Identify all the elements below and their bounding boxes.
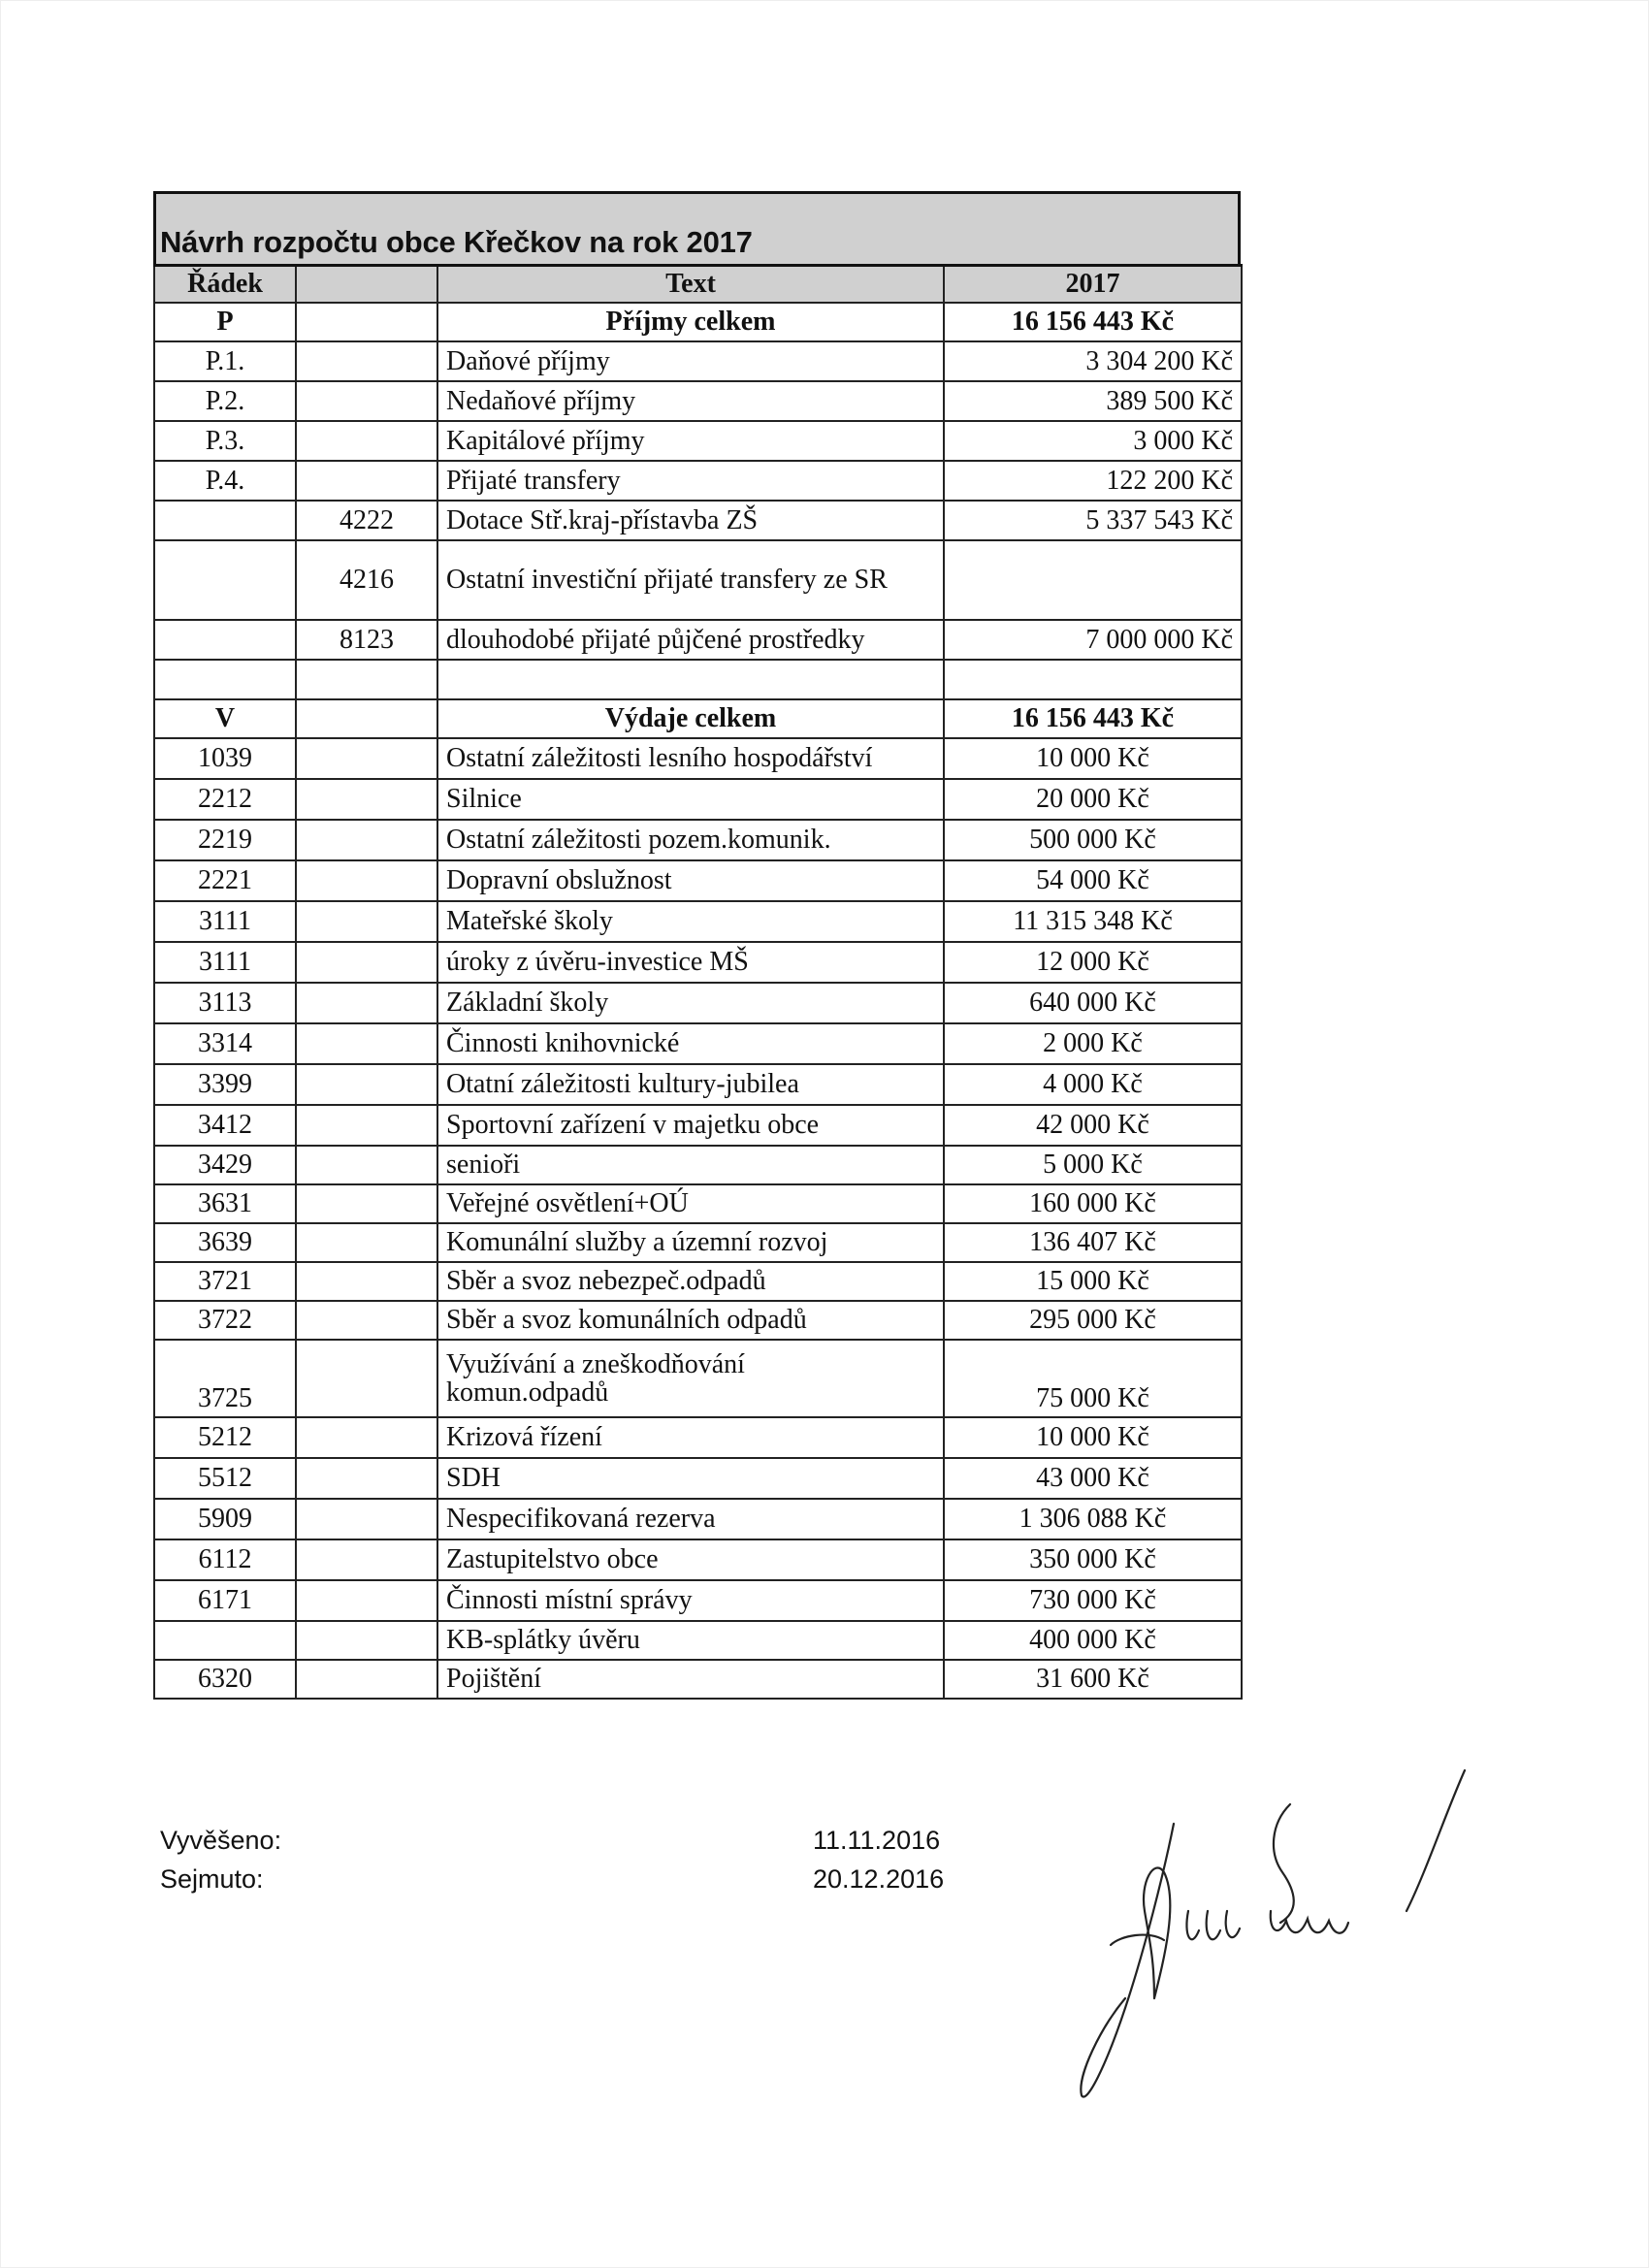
removed-date: 20.12.2016	[813, 1864, 945, 1894]
table-row: 6171 Činnosti místní správy 730 000 Kč	[154, 1580, 1242, 1621]
table-row: 3429 senioři 5 000 Kč	[154, 1146, 1242, 1184]
table-row: 3314 Činnosti knihovnické 2 000 Kč	[154, 1023, 1242, 1064]
table-row: P.3. Kapitálové příjmy 3 000 Kč	[154, 421, 1242, 461]
table-row: 3111 úroky z úvěru-investice MŠ 12 000 Kč	[154, 942, 1242, 983]
signature-image	[1009, 1766, 1474, 2134]
header-row	[154, 266, 1242, 304]
table-row: 1039 Ostatní záležitosti lesního hospodářství 10 000 Kč	[154, 738, 1242, 779]
removed-label: Sejmuto:	[160, 1864, 264, 1894]
spacer-row	[154, 660, 1242, 699]
header-year: 2017	[944, 266, 1242, 304]
table-row: 6112 Zastupitelstvo obce 350 000 Kč	[154, 1539, 1242, 1580]
table-row: 3725 Využívání a zneškodňování komun.odpadů 75 000 Kč	[154, 1340, 1242, 1417]
expenses-total-label: Výdaje celkem	[437, 699, 944, 738]
expenses-total-row	[154, 699, 1242, 738]
table-row: 3399 Otatní záležitosti kultury-jubilea 4 000 Kč	[154, 1064, 1242, 1105]
income-total-label: Příjmy celkem	[437, 303, 944, 341]
table-row: 3722 Sběr a svoz komunálních odpadů 295 000 Kč	[154, 1301, 1242, 1340]
expenses-total-code: V	[154, 699, 296, 738]
posted-date: 11.11.2016	[813, 1826, 941, 1855]
table-row: 3721 Sběr a svoz nebezpeč.odpadů 15 000 Kč	[154, 1262, 1242, 1301]
table-row: P.4. Přijaté transfery 122 200 Kč	[154, 461, 1242, 501]
header-radek: Řádek	[154, 266, 296, 304]
budget-table	[153, 191, 1241, 1700]
income-total-amount: 16 156 443 Kč	[944, 303, 1242, 341]
income-total-row	[154, 303, 1242, 341]
budget-grid	[153, 264, 1243, 1700]
table-row: 5512 SDH 43 000 Kč	[154, 1458, 1242, 1499]
table-row: 8123 dlouhodobé přijaté půjčené prostředky 7 000 000 Kč	[154, 620, 1242, 660]
two-line-label: Využívání a zneškodňování komun.odpadů	[437, 1340, 944, 1417]
table-row: 2221 Dopravní obslužnost 54 000 Kč	[154, 860, 1242, 901]
table-row: 3412 Sportovní zařízení v majetku obce 42 000 Kč	[154, 1105, 1242, 1146]
table-row: 2219 Ostatní záležitosti pozem.komunik. 500 000 Kč	[154, 820, 1242, 860]
table-row: 3639 Komunální služby a územní rozvoj 136 407 Kč	[154, 1223, 1242, 1262]
table-row: 3113 Základní školy 640 000 Kč	[154, 983, 1242, 1023]
table-row: 4222 Dotace Stř.kraj-přístavba ZŠ 5 337 543 Kč	[154, 501, 1242, 540]
table-row: 6320 Pojištění 31 600 Kč	[154, 1660, 1242, 1699]
title-band	[153, 191, 1241, 264]
posted-label: Vyvěšeno:	[160, 1826, 282, 1855]
table-row: 5909 Nespecifikovaná rezerva 1 306 088 Kč	[154, 1499, 1242, 1539]
table-row: 2212 Silnice 20 000 Kč	[154, 779, 1242, 820]
income-total-code: P	[154, 303, 296, 341]
table-row: P.1. Daňové příjmy 3 304 200 Kč	[154, 341, 1242, 381]
table-row: 3111 Mateřské školy 11 315 348 Kč	[154, 901, 1242, 942]
table-row: 5212 Krizová řízení 10 000 Kč	[154, 1417, 1242, 1458]
document-title: Návrh rozpočtu obce Křečkov na rok 2017	[160, 225, 753, 259]
header-empty	[296, 266, 437, 304]
header-text: Text	[437, 266, 944, 304]
table-row: KB-splátky úvěru 400 000 Kč	[154, 1621, 1242, 1660]
table-row: P.2. Nedaňové příjmy 389 500 Kč	[154, 381, 1242, 421]
expenses-total-amount: 16 156 443 Kč	[944, 699, 1242, 738]
table-row: 3631 Veřejné osvětlení+OÚ 160 000 Kč	[154, 1184, 1242, 1223]
table-row: 4216 Ostatní investiční přijaté transfery ze SR	[154, 540, 1242, 620]
